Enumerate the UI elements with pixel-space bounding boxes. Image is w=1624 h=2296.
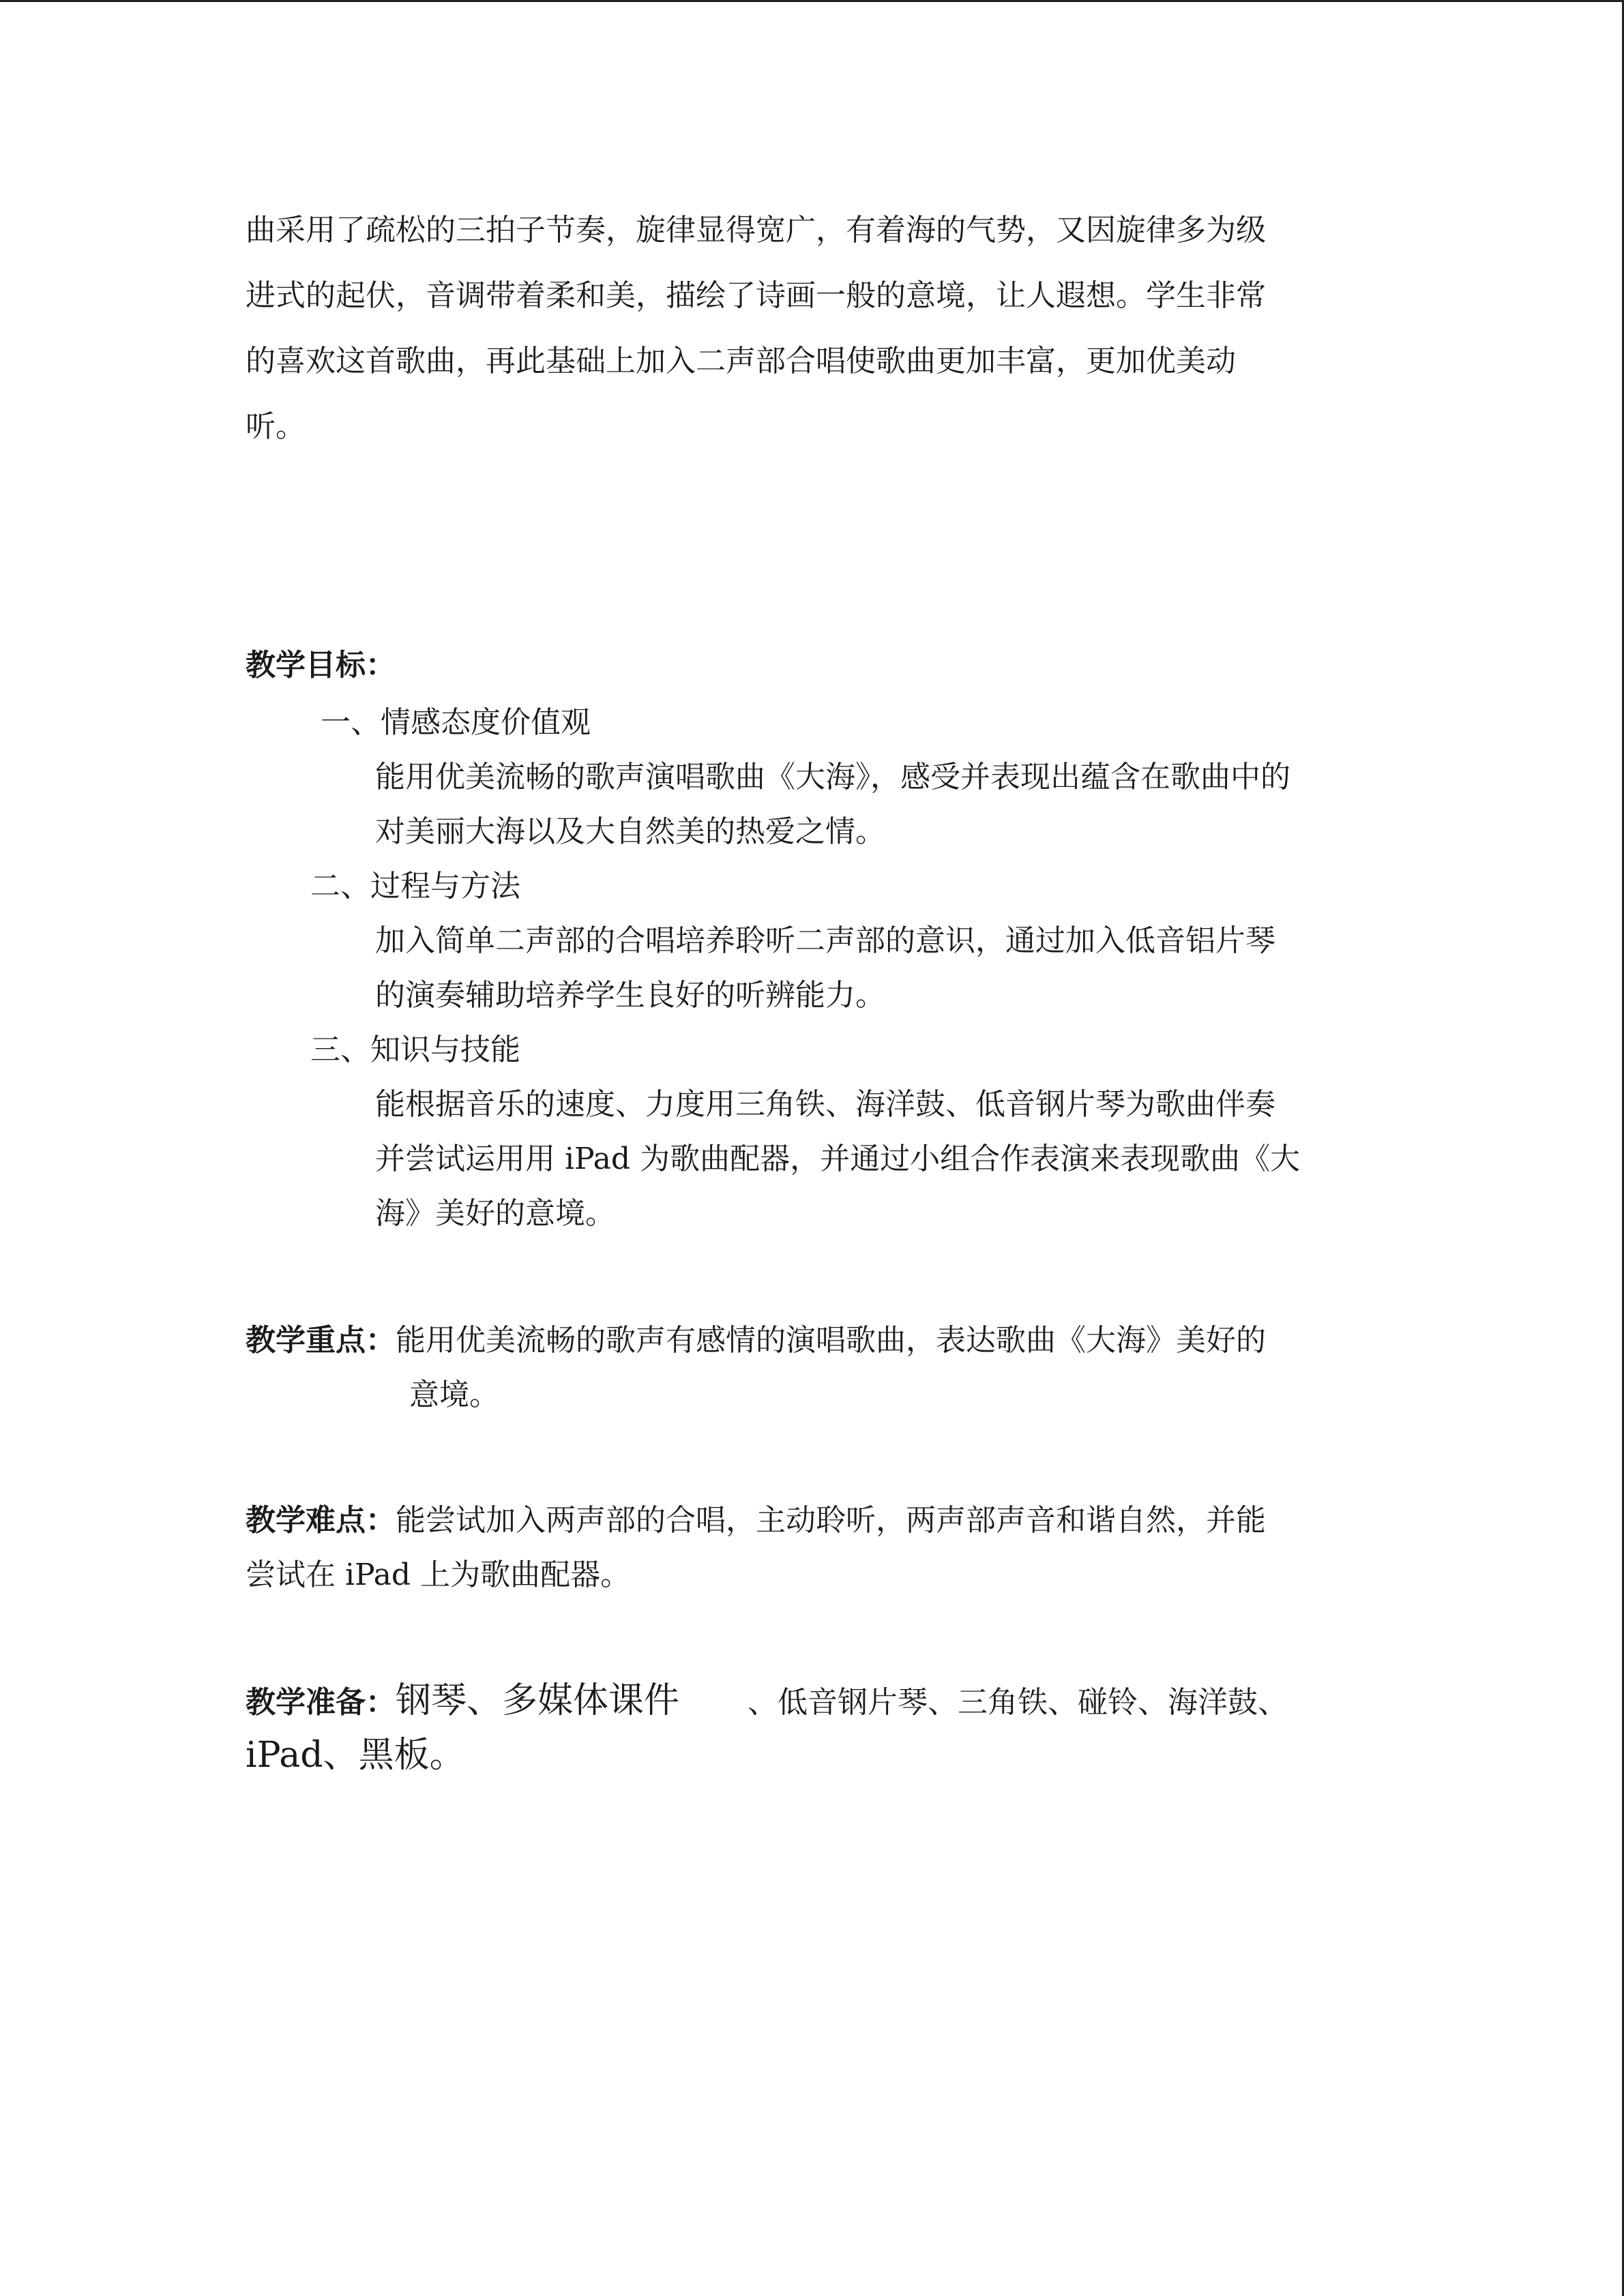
key-points-continuation: 意境。: [409, 1377, 499, 1412]
intro-line: 听。: [246, 409, 306, 444]
difficulties-continuation: 尝试在 iPad 上为歌曲配器。: [246, 1557, 631, 1592]
intro-line: 的喜欢这首歌曲，再此基础上加入二声部合唱使歌曲更加丰富，更加优美动: [246, 344, 1236, 378]
key-points-label: 教学重点：: [246, 1323, 396, 1358]
preparation-continuation: iPad、黑板。: [246, 1735, 465, 1776]
key-points-row: [246, 1313, 1266, 1368]
top-border: [0, 0, 1624, 2]
preparation-items-secondary: 、低音钢片琴、三角铁、碰铃、海洋鼓、: [748, 1685, 1288, 1720]
objective-line: 加入简单二声部的合唱培养聆听二声部的意识，通过加入低音铝片琴: [375, 923, 1275, 958]
objective-line: 能根据音乐的速度、力度用三角铁、海洋鼓、低音钢片琴为歌曲伴奏: [375, 1087, 1275, 1122]
preparation-items-primary: 钢琴、多媒体课件: [396, 1680, 680, 1721]
objective-line: 的演奏辅助培养学生良好的听辨能力。: [375, 978, 885, 1013]
intro-line: 进式的起伏，音调带着柔和美，描绘了诗画一般的意境，让人遐想。学生非常: [246, 278, 1266, 313]
difficulties-label: 教学难点：: [246, 1503, 396, 1538]
preparation-label: 教学准备：: [246, 1685, 396, 1720]
objective-title: 三、知识与技能: [310, 1032, 520, 1067]
objective-line: 海》美好的意境。: [375, 1196, 615, 1231]
intro-paragraph: [246, 198, 1266, 460]
intro-line: 曲采用了疏松的三拍子节奏，旋律显得宽广，有着海的气势，又因旋律多为级: [246, 213, 1266, 248]
key-points-text: 能用优美流畅的歌声有感情的演唱歌曲，表达歌曲《大海》美好的: [396, 1323, 1266, 1358]
objective-line: 并尝试运用用 iPad 为歌曲配器，并通过小组合作表演来表现歌曲《大: [375, 1142, 1301, 1176]
objective-title: 二、过程与方法: [310, 869, 520, 904]
objective-title: 一、情感态度价值观: [321, 705, 591, 740]
preparation-row: [246, 1673, 1288, 1730]
objective-line: 能用优美流畅的歌声演唱歌曲《大海》，感受并表现出蕴含在歌曲中的: [375, 760, 1290, 794]
difficulties-row: [246, 1493, 1266, 1548]
objective-line: 对美丽大海以及大自然美的热爱之情。: [375, 814, 885, 849]
difficulties-text: 能尝试加入两声部的合唱，主动聆听，两声部声音和谐自然，并能: [396, 1503, 1266, 1538]
objectives-heading: 教学目标：: [246, 648, 396, 683]
